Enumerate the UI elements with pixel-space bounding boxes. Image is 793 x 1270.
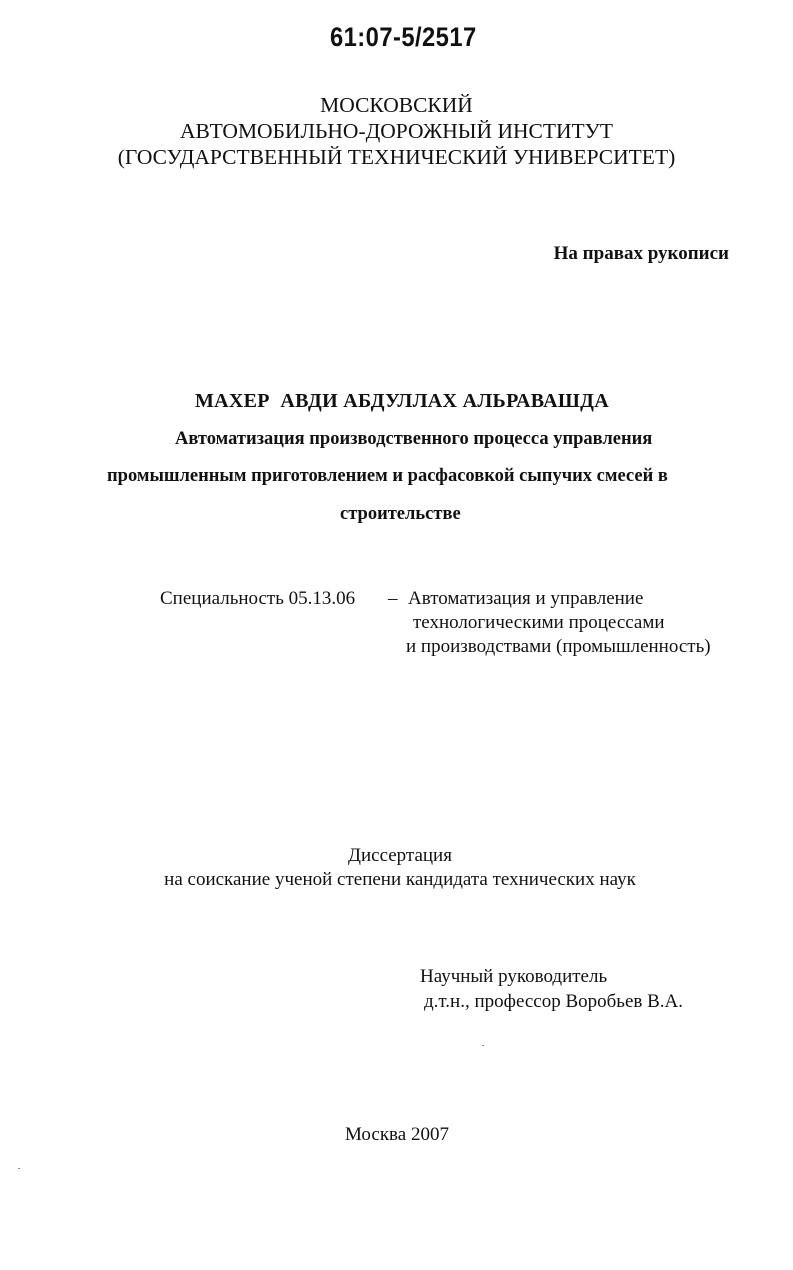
- scan-speck: [18, 1168, 20, 1169]
- title-line-3: строительстве: [340, 504, 461, 524]
- specialty-line-1: Автоматизация и управление: [408, 588, 644, 609]
- manuscript-note: На правах рукописи: [553, 243, 729, 264]
- specialty-line-2: технологическими процессами: [413, 612, 665, 633]
- supervisor-line-1: Научный руководитель: [420, 966, 608, 987]
- dissertation-line-1: Диссертация: [348, 845, 452, 866]
- scan-speck: [482, 1045, 484, 1046]
- author-name: МАХЕР АВДИ АБДУЛЛАХ АЛЬРАВАШДА: [195, 390, 609, 412]
- institution-line-2: АВТОМОБИЛЬНО-ДОРОЖНЫЙ ИНСТИТУТ: [179, 119, 613, 143]
- dissertation-line-2: на соискание ученой степени кандидата технических наук: [164, 869, 636, 890]
- institution-line-3: (ГОСУДАРСТВЕННЫЙ ТЕХНИЧЕСКИЙ УНИВЕРСИТЕТ): [117, 145, 676, 169]
- supervisor-line-2: д.т.н., профессор Воробьев В.А.: [424, 991, 684, 1012]
- archive-code: 61:07-5/2517: [330, 22, 477, 52]
- institution-line-1: МОСКОВСКИЙ: [320, 93, 473, 117]
- title-line-1: Автоматизация производственного процесса управления: [175, 429, 653, 449]
- specialty-label: Специальность 05.13.06: [160, 588, 356, 609]
- city-year: Москва 2007: [345, 1124, 449, 1145]
- specialty-line-3: и производствами (промышленность): [406, 636, 711, 657]
- specialty-dash: –: [388, 588, 398, 609]
- title-line-2: промышленным приготовлением и расфасовкой сыпучих смесей в: [107, 466, 668, 486]
